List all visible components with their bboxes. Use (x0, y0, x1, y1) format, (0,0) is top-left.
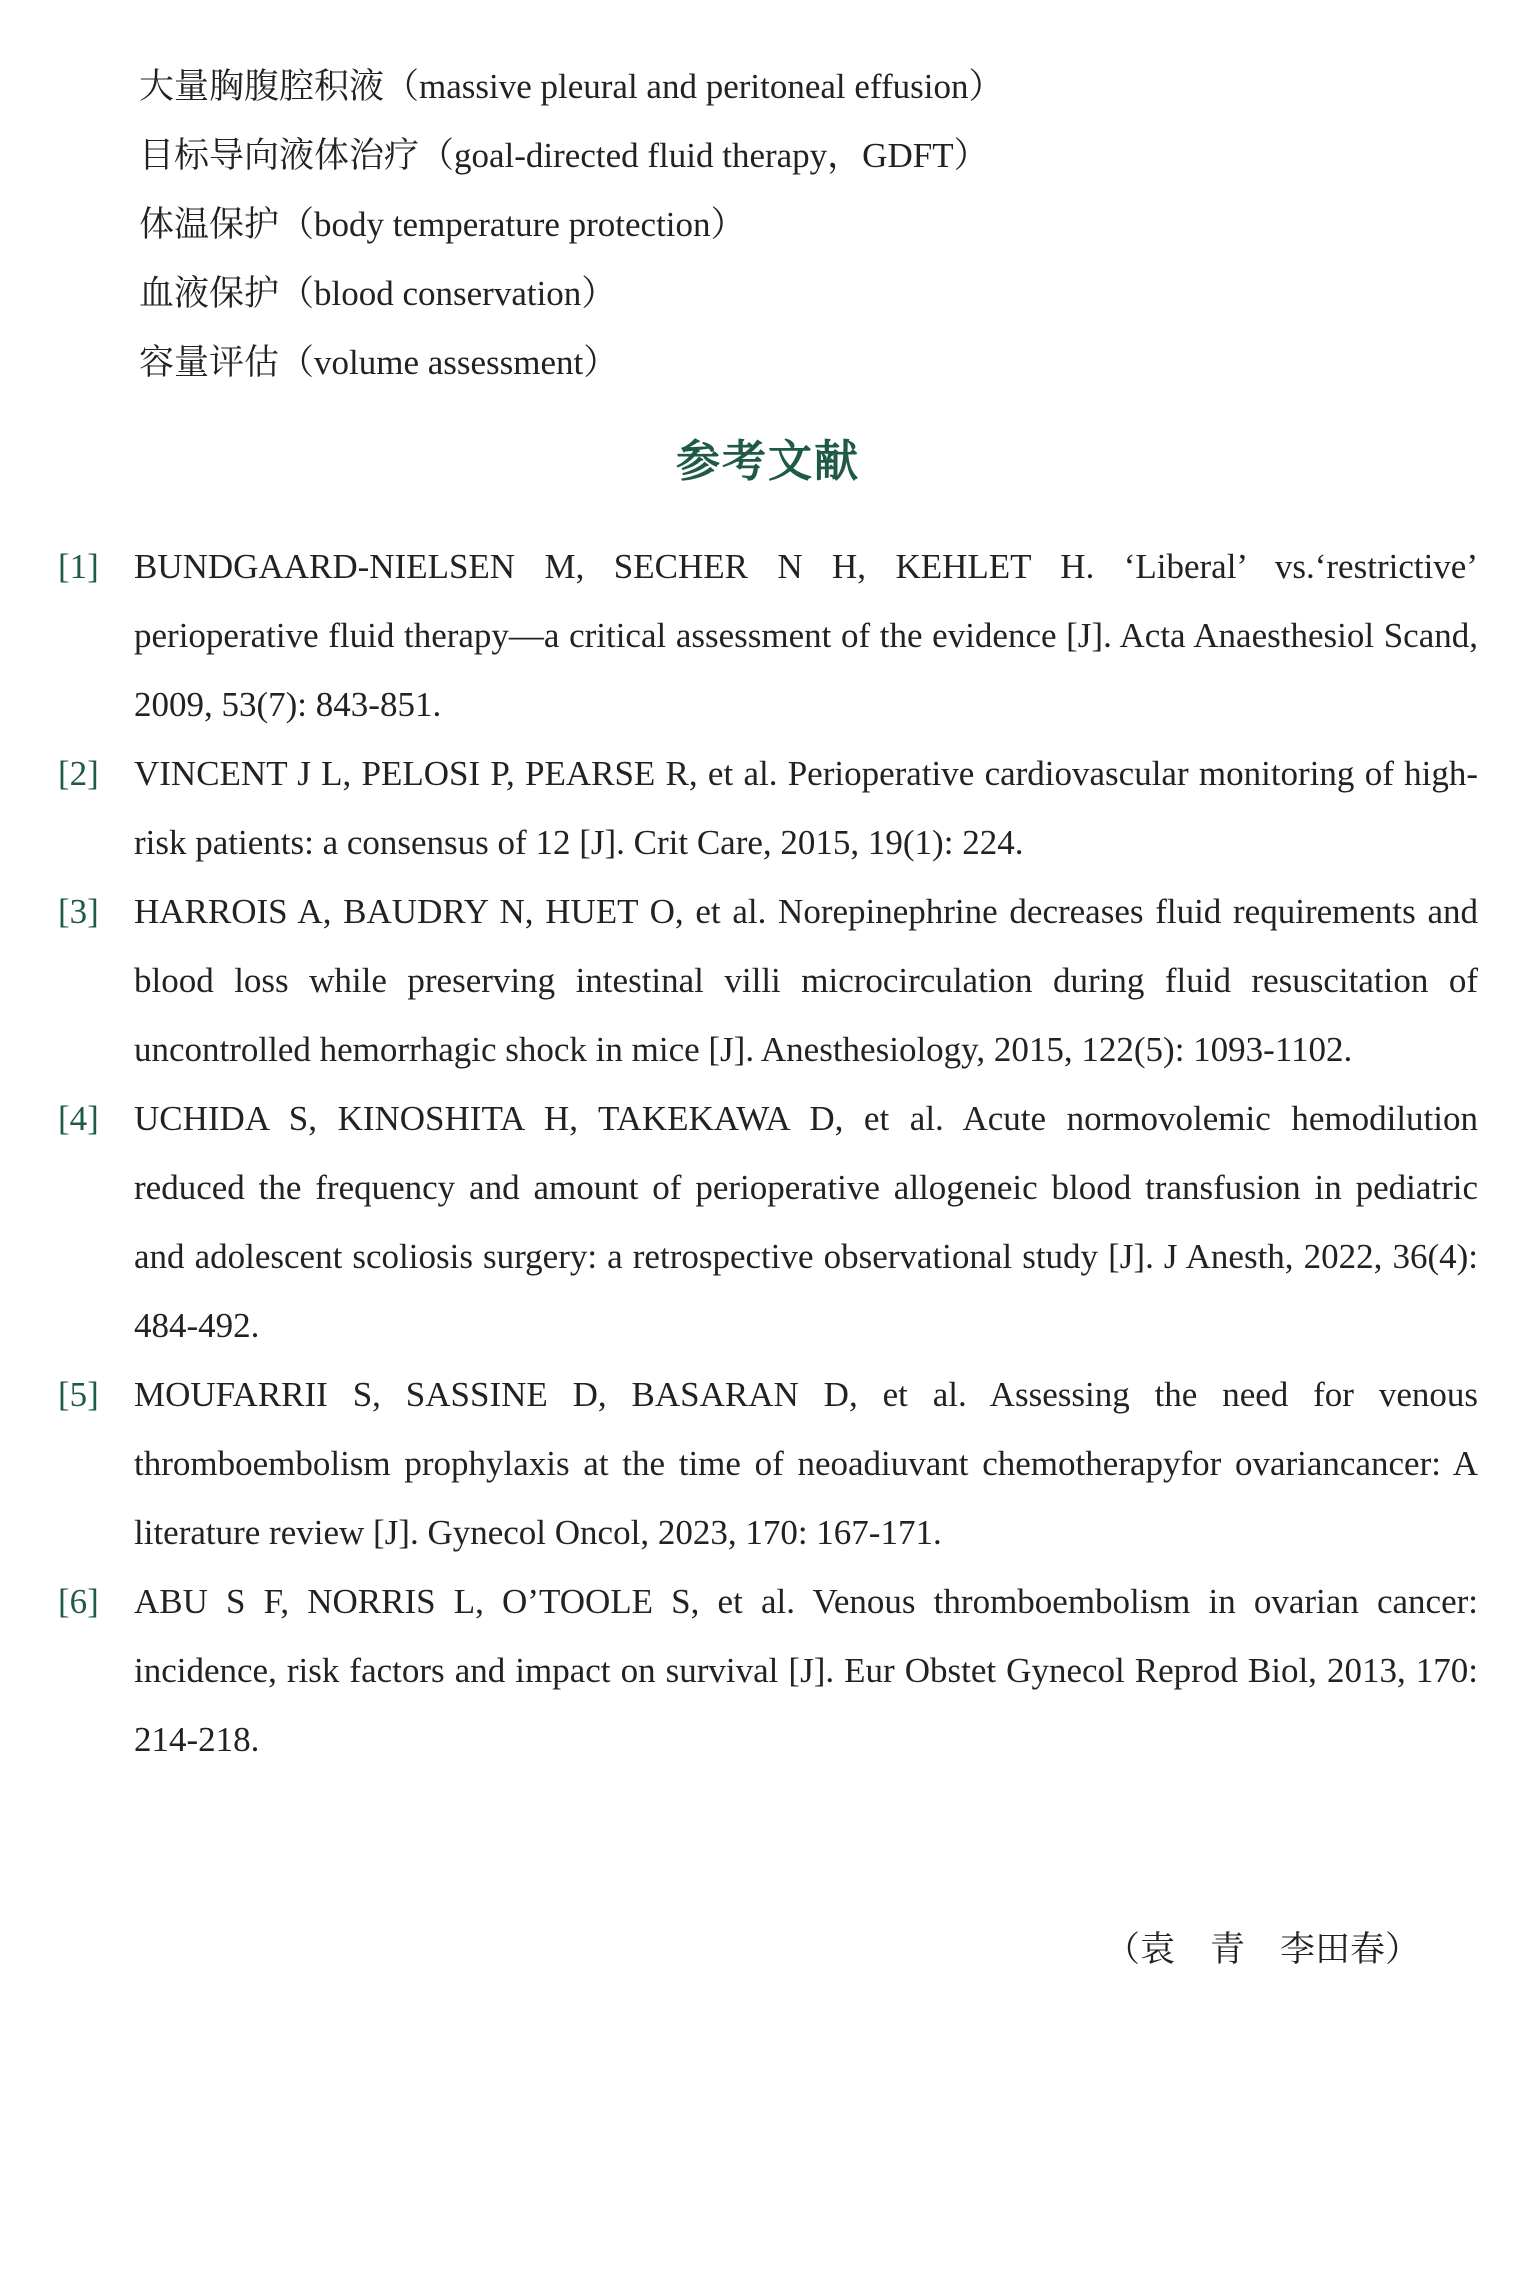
reference-list (58, 532, 1478, 1774)
keyword-term: 体温保护（body temperature protection） (139, 205, 746, 244)
keyword-term: 目标导向液体治疗（goal-directed fluid therapy，GDFT） (139, 136, 989, 175)
keyword-term: 大量胸腹腔积液（massive pleural and peritoneal effusion） (139, 67, 1004, 106)
reference-item (58, 532, 1478, 739)
reference-text: VINCENT J L, PELOSI P, PEARSE R, et al. Perioperative cardiovascular monitoring of high-risk patients: a consensus of 12 [J]. Crit Care, 2015, 19(1): 224. (134, 754, 1478, 862)
reference-number: [1] (58, 547, 99, 586)
keyword-term: 血液保护（blood conservation） (139, 274, 617, 313)
reference-number: [6] (58, 1582, 99, 1621)
reference-item (58, 739, 1478, 877)
reference-text: MOUFARRII S, SASSINE D, BASARAN D, et al. Assessing the need for venous thromboembolism prophylaxis at the time of neoadiuvant chemotherapyfor ovariancancer: A literature review [J]. Gynecol Oncol, 2023, 170: 167-171. (134, 1375, 1478, 1552)
reference-text: UCHIDA S, KINOSHITA H, TAKEKAWA D, et al. Acute normovolemic hemodilution reduced the frequency and amount of perioperative allogeneic blood transfusion in pediatric and adolescent scoliosis surgery: a retrospective observational study [J]. J Anesth, 2022, 36(4): 484-492. (134, 1099, 1478, 1345)
reference-number: [2] (58, 754, 99, 793)
references-heading: 参考文献 (676, 436, 860, 487)
reference-item (58, 1084, 1478, 1360)
keyword-term-list (139, 52, 1419, 397)
reference-item (58, 877, 1478, 1084)
reference-number: [5] (58, 1375, 99, 1414)
reference-item (58, 1567, 1478, 1774)
reference-number: [3] (58, 892, 99, 931)
reference-number: [4] (58, 1099, 99, 1138)
reference-item (58, 1360, 1478, 1567)
reference-text: ABU S F, NORRIS L, O’TOOLE S, et al. Venous thromboembolism in ovarian cancer: incidence, risk factors and impact on survival [J]. Eur Obstet Gynecol Reprod Biol, 2013, 170: 214-218. (134, 1582, 1478, 1759)
reference-text: HARROIS A, BAUDRY N, HUET O, et al. Norepinephrine decreases fluid requirements and blood loss while preserving intestinal villi microcirculation during fluid resuscitation of uncontrolled hemorrhagic shock in mice [J]. Anesthesiology, 2015, 122(5): 1093-1102. (134, 892, 1478, 1069)
author-signature: （袁 青 李田春） (1104, 1930, 1420, 1969)
reference-text: BUNDGAARD-NIELSEN M, SECHER N H, KEHLET H. ‘Liberal’ vs.‘restrictive’ perioperative fluid therapy—a critical assessment of the evidence [J]. Acta Anaesthesiol Scand, 2009, 53(7): 843-851. (134, 547, 1478, 724)
keyword-term: 容量评估（volume assessment） (139, 343, 619, 382)
